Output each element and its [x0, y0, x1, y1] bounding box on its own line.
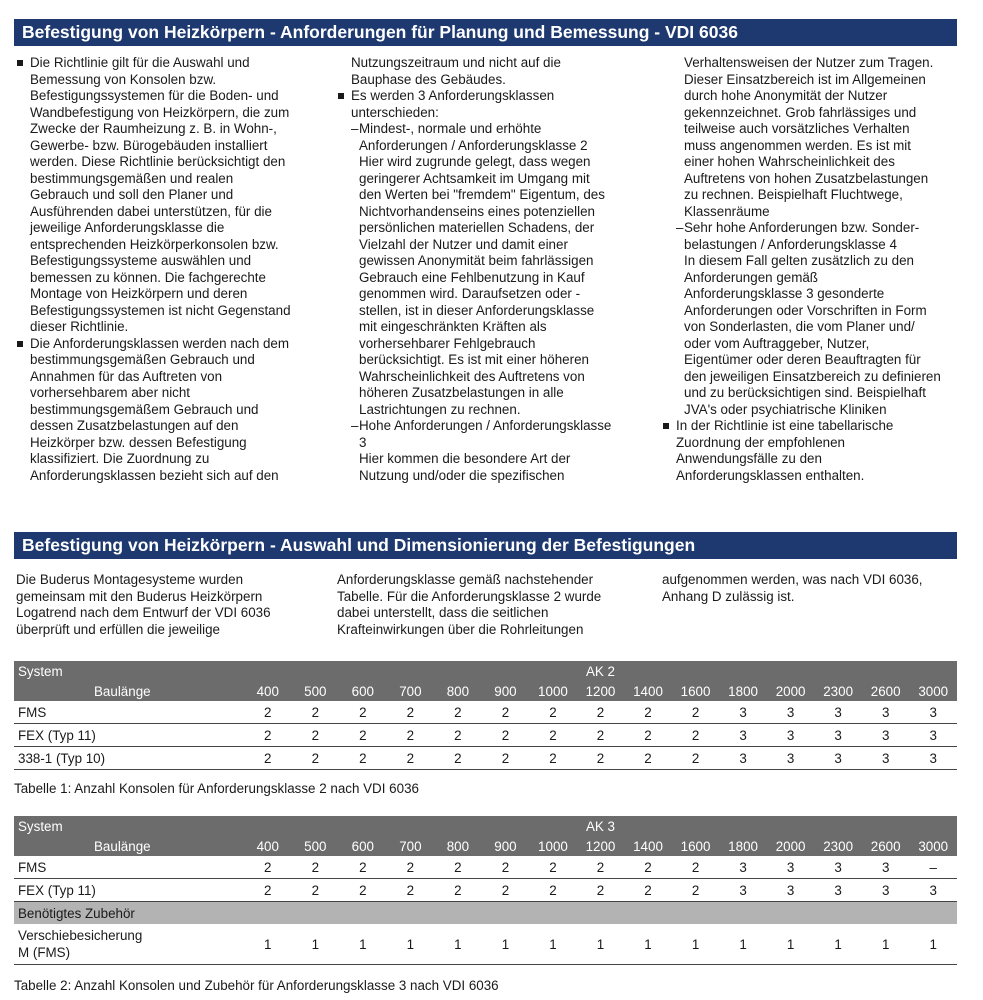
text-line: von Sonderlasten, die vom Planer und/	[684, 319, 915, 334]
header-spacer	[719, 661, 767, 681]
intro-column-2	[337, 572, 652, 638]
length-cell: 2600	[862, 681, 910, 701]
count-cell: 1	[434, 924, 482, 965]
count-cell: 2	[434, 879, 482, 902]
count-cell: 2	[624, 879, 672, 902]
length-cell: 800	[434, 836, 482, 856]
count-cell: 2	[339, 724, 387, 747]
text-line: Hier kommen die besondere Art der	[359, 451, 571, 466]
text-line: persönlichen materiellen Schadens, der	[359, 220, 595, 235]
text-line: aufgenommen werden, was nach VDI 6036,	[662, 572, 923, 587]
text-line: Anforderungsklassen enthalten.	[676, 467, 865, 483]
count-cell: 2	[434, 701, 482, 724]
text-line: durch hohe Anonymität der Nutzer	[684, 88, 888, 103]
system-name: FEX (Typ 11)	[14, 879, 244, 902]
text-line: Dieser Einsatzbereich ist im Allgemeinen	[684, 71, 926, 87]
count-cell: 3	[767, 879, 815, 902]
text-line: zu rechnen. Beispielhaft Fluchtwege,	[684, 187, 903, 202]
header-row-lengths	[14, 836, 957, 856]
bullet-table-assignment	[662, 418, 967, 484]
bullet-three-classes	[337, 88, 647, 121]
count-cell: 1	[292, 924, 340, 965]
count-cell: 2	[339, 856, 387, 879]
text-line: überprüft und erfüllen die jeweilige	[16, 621, 220, 637]
text-line: stellen, ist in dieser Anforderungsklasse	[359, 302, 595, 318]
text-line: Die Richtlinie gilt für die Auswahl und	[30, 55, 250, 70]
table1-caption: Tabelle 1: Anzahl Konsolen für Anforderungsklasse 2 nach VDI 6036	[14, 781, 419, 796]
length-cell: 2000	[767, 836, 815, 856]
system-name: FEX (Typ 11)	[14, 724, 244, 747]
count-cell: 3	[719, 856, 767, 879]
count-cell: 2	[244, 747, 292, 770]
count-cell: 1	[577, 924, 625, 965]
count-cell: 3	[909, 701, 957, 724]
text-line: muss angenommen werden. Es ist mit	[684, 137, 911, 153]
bullet-scope	[16, 55, 316, 336]
text-line: Krafteinwirkungen über die Rohrleitungen	[337, 621, 584, 637]
header-row-system	[14, 816, 957, 836]
count-cell: 2	[672, 701, 720, 724]
text-line: M (FMS)	[18, 945, 71, 960]
text-line: berücksichtigt. Es ist mit einer höheren	[359, 352, 589, 367]
count-cell: 2	[482, 701, 530, 724]
count-cell: 3	[862, 747, 910, 770]
length-cell: 700	[387, 836, 435, 856]
count-cell: 2	[339, 747, 387, 770]
text-line: Anforderungen / Anforderungsklasse 2	[359, 137, 588, 153]
class-header: AK 3	[577, 816, 625, 836]
count-cell: 2	[292, 856, 340, 879]
table-ak3	[14, 816, 957, 965]
text-line: Anhang D zulässig ist.	[662, 588, 795, 604]
count-cell: 2	[529, 701, 577, 724]
count-cell: 2	[624, 724, 672, 747]
text-line: genommen wird. Daraufsetzen oder -	[359, 286, 581, 301]
class-header: AK 2	[577, 661, 625, 681]
count-cell: 2	[672, 879, 720, 902]
header-spacer	[624, 816, 672, 836]
header-spacer	[672, 816, 720, 836]
count-cell: 2	[577, 856, 625, 879]
accessory-header: Benötigtes Zubehör	[14, 902, 957, 925]
text-line: Gebrauch eine Fehlbenutzung in Kauf	[359, 269, 585, 285]
count-cell: 3	[719, 724, 767, 747]
length-cell: 2300	[814, 681, 862, 701]
text-line: Vielzahl der Nutzer und damit einer	[359, 236, 568, 252]
count-cell: 2	[529, 724, 577, 747]
accessory-row	[14, 924, 957, 965]
header-spacer	[434, 816, 482, 836]
table-row	[14, 856, 957, 879]
text-line: Bauphase des Gebäudes.	[351, 71, 506, 87]
text-line: Befestigungssystemen ist nicht Gegenstand	[30, 302, 291, 318]
text-line: Logatrend nach dem Entwurf der VDI 6036	[16, 605, 271, 620]
header-spacer	[814, 661, 862, 681]
text-line: Eigentümer oder deren Beauftragten für	[684, 352, 921, 367]
count-cell: 2	[244, 701, 292, 724]
text-line: Sehr hohe Anforderungen bzw. Sonder-	[684, 220, 920, 235]
text-line: In diesem Fall gelten zusätzlich zu den	[684, 253, 914, 268]
length-header: Baulänge	[14, 681, 244, 701]
text-line: unterschieden:	[351, 104, 439, 120]
count-cell: 2	[434, 747, 482, 770]
text-line: Lastrichtungen zu rechnen.	[359, 401, 521, 417]
count-cell: 3	[909, 747, 957, 770]
count-cell: 2	[387, 747, 435, 770]
text-line: Befestigungssystemen für die Boden- und	[30, 88, 279, 103]
header-spacer	[292, 661, 340, 681]
count-cell: 3	[862, 724, 910, 747]
text-column-3	[662, 55, 967, 484]
text-line: Gebrauch und soll den Planer und	[30, 187, 234, 202]
header-spacer	[529, 816, 577, 836]
header-spacer	[672, 661, 720, 681]
header-spacer	[719, 816, 767, 836]
count-cell: 1	[387, 924, 435, 965]
length-cell: 700	[387, 681, 435, 701]
dash-mark: –	[351, 418, 359, 433]
text-line: bemessen zu können. Die fachgerechte	[30, 269, 266, 285]
text-line: Befestigungssysteme auswählen und	[30, 253, 252, 268]
text-line: Mindest-, normale und erhöhte	[359, 121, 542, 136]
length-cell: 400	[244, 681, 292, 701]
text-line: Ausführenden dabei unterstützen, für die	[30, 203, 272, 219]
count-cell: 3	[862, 856, 910, 879]
text-line: werden. Diese Richtlinie berücksichtigt den	[30, 154, 286, 169]
length-cell: 1000	[529, 681, 577, 701]
count-cell: 2	[292, 879, 340, 902]
length-cell: 2600	[862, 836, 910, 856]
table-row	[14, 724, 957, 747]
length-cell: 400	[244, 836, 292, 856]
length-cell: 1200	[577, 681, 625, 701]
header-spacer	[862, 661, 910, 681]
header-row-lengths	[14, 681, 957, 701]
count-cell: 2	[292, 701, 340, 724]
text-line: entsprechenden Heizkörperkonsolen bzw.	[30, 236, 279, 252]
count-cell: 3	[719, 879, 767, 902]
text-line: bestimmungsgemäßem Gebrauch und	[30, 401, 259, 417]
length-header: Baulänge	[14, 836, 244, 856]
system-name: FMS	[14, 701, 244, 724]
text-line: teilweise auch vorsätzliches Verhalten	[684, 121, 910, 136]
accessory-name	[14, 924, 244, 965]
header-spacer	[244, 661, 292, 681]
count-cell: 1	[672, 924, 720, 965]
count-cell: 3	[862, 701, 910, 724]
table-row	[14, 701, 957, 724]
text-line: Hohe Anforderungen / Anforderungsklasse	[359, 418, 612, 433]
count-cell: 1	[909, 924, 957, 965]
header-spacer	[244, 816, 292, 836]
text-line: Annahmen für das Auftreten von	[30, 368, 223, 384]
header-spacer	[529, 661, 577, 681]
system-name: FMS	[14, 856, 244, 879]
count-cell: 2	[387, 879, 435, 902]
header-spacer	[482, 661, 530, 681]
text-line: Anforderungen gemäß	[684, 269, 818, 285]
text-line: den Werten bei "fremdem" Eigentum, des	[359, 187, 605, 202]
length-cell: 1000	[529, 836, 577, 856]
text-line: gemeinsam mit den Buderus Heizkörpern	[16, 588, 263, 604]
text-line: klassifiziert. Die Zuordnung zu	[30, 451, 210, 466]
text-line: bestimmungsgemäßen und realen	[30, 170, 234, 186]
dash-class-4	[662, 220, 967, 418]
count-cell: 3	[909, 724, 957, 747]
count-cell: 2	[577, 747, 625, 770]
count-cell: 2	[577, 879, 625, 902]
dash-class-3	[337, 418, 647, 484]
text-line: Nichtvorhandenseins eines potenziellen	[359, 203, 595, 219]
count-cell: 2	[529, 747, 577, 770]
length-cell: 3000	[909, 836, 957, 856]
system-name: 338-1 (Typ 10)	[14, 747, 244, 770]
text-line: Anforderungsklasse 3 gesonderte	[684, 286, 885, 301]
continued-text-3	[662, 55, 967, 220]
count-cell: 1	[862, 924, 910, 965]
count-cell: 2	[482, 724, 530, 747]
text-line: den jeweiligen Einsatzbereich zu definieren	[684, 368, 941, 384]
text-line: Es werden 3 Anforderungsklassen	[351, 88, 555, 103]
text-line: JVA's oder psychiatrische Kliniken	[684, 401, 887, 417]
count-cell: 2	[624, 856, 672, 879]
text-line: höheren Zusatzbelastungen in alle	[359, 385, 564, 400]
count-cell: 3	[909, 879, 957, 902]
text-line: Gewerbe- bzw. Bürogebäuden installiert	[30, 137, 268, 153]
length-cell: 1800	[719, 836, 767, 856]
text-column-2	[337, 55, 647, 484]
header-spacer	[434, 661, 482, 681]
length-cell: 1800	[719, 681, 767, 701]
count-cell: 2	[482, 856, 530, 879]
count-cell: 2	[244, 856, 292, 879]
count-cell: 1	[339, 924, 387, 965]
dash-class-2	[337, 121, 647, 418]
text-line: Nutzung und/oder die spezifischen	[359, 467, 565, 483]
count-cell: 3	[719, 747, 767, 770]
text-line: Anwendungsfälle zu den	[676, 451, 822, 466]
count-cell: 2	[387, 701, 435, 724]
count-cell: 2	[482, 879, 530, 902]
text-line: gewissen Anonymität beim fahrlässigen	[359, 253, 594, 268]
count-cell: 2	[672, 724, 720, 747]
system-header: System	[14, 816, 244, 836]
header-spacer	[339, 661, 387, 681]
length-cell: 2000	[767, 681, 815, 701]
text-line: mit eingeschränkten Kräften als	[359, 319, 547, 334]
text-line: jeweilige Anforderungsklasse die	[30, 220, 225, 235]
text-line: dabei unterstellt, dass die seitlichen	[337, 605, 549, 620]
count-cell: 2	[292, 724, 340, 747]
count-cell: 2	[577, 701, 625, 724]
text-line: Verschiebesicherung	[18, 928, 143, 943]
header-spacer	[909, 816, 957, 836]
text-line: belastungen / Anforderungsklasse 4	[684, 236, 897, 252]
count-cell: 2	[529, 856, 577, 879]
text-line: 3	[359, 434, 367, 450]
text-line: dessen Zusatzbelastungen auf den	[30, 418, 239, 433]
text-line: oder vom Auftraggeber, Nutzer,	[684, 335, 870, 351]
count-cell: 3	[719, 701, 767, 724]
table2-caption: Tabelle 2: Anzahl Konsolen und Zubehör für Anforderungsklasse 3 nach VDI 6036	[14, 978, 499, 993]
dash-mark: –	[676, 220, 684, 235]
count-cell: 2	[387, 724, 435, 747]
count-cell: 2	[624, 747, 672, 770]
count-cell: 1	[244, 924, 292, 965]
text-line: vorhersehbarem aber nicht	[30, 385, 191, 400]
count-cell: 1	[719, 924, 767, 965]
continued-text	[337, 55, 647, 88]
header-spacer	[767, 661, 815, 681]
count-cell: 2	[482, 747, 530, 770]
text-line: Anforderungsklassen bezieht sich auf den	[30, 467, 279, 483]
text-line: gekennzeichnet. Grob fahrlässiges und	[684, 104, 917, 120]
text-line: Zwecke der Raumheizung z. B. in Wohn-,	[30, 121, 277, 136]
length-cell: 2300	[814, 836, 862, 856]
header-spacer	[482, 816, 530, 836]
text-line: Anforderungen oder Vorschriften in Form	[684, 302, 927, 318]
header-spacer	[767, 816, 815, 836]
length-cell: 900	[482, 681, 530, 701]
length-cell: 3000	[909, 681, 957, 701]
count-cell: 2	[672, 856, 720, 879]
count-cell: 1	[814, 924, 862, 965]
text-line: Wahrscheinlichkeit des Auftretens von	[359, 368, 585, 384]
count-cell: 3	[767, 856, 815, 879]
count-cell: 1	[482, 924, 530, 965]
header-spacer	[862, 816, 910, 836]
header-spacer	[292, 816, 340, 836]
text-line: Anforderungsklasse gemäß nachstehender	[337, 572, 594, 587]
text-line: Klassenräume	[684, 203, 770, 219]
text-line: Hier wird zugrunde gelegt, dass wegen	[359, 154, 591, 169]
count-cell: 3	[814, 747, 862, 770]
count-cell: 1	[624, 924, 672, 965]
length-cell: 1600	[672, 681, 720, 701]
bullet-classes	[16, 336, 316, 485]
length-cell: 1200	[577, 836, 625, 856]
count-cell: 2	[624, 701, 672, 724]
count-cell: 3	[767, 701, 815, 724]
text-line: Die Buderus Montagesysteme wurden	[16, 572, 244, 587]
count-cell: 3	[814, 701, 862, 724]
intro-column-3	[662, 572, 962, 605]
length-cell: 600	[339, 836, 387, 856]
text-column-1	[16, 55, 316, 484]
text-line: Auftretens von hohen Zusatzbelastungen	[684, 170, 929, 186]
accessory-header-row	[14, 902, 957, 925]
count-cell: 3	[767, 747, 815, 770]
text-line: Nutzungszeitraum und nicht auf die	[351, 55, 561, 70]
text-line: Montage von Heizkörpern und deren	[30, 286, 248, 301]
count-cell: 2	[434, 724, 482, 747]
count-cell: –	[909, 856, 957, 879]
table-row	[14, 879, 957, 902]
text-line: Bemessung von Konsolen bzw.	[30, 71, 217, 87]
length-cell: 1600	[672, 836, 720, 856]
text-line: und zu berücksichtigen sind. Beispielhaft	[684, 385, 926, 400]
count-cell: 3	[767, 724, 815, 747]
count-cell: 2	[387, 856, 435, 879]
text-line: Zuordnung der empfohlenen	[676, 434, 845, 450]
count-cell: 1	[529, 924, 577, 965]
dash-mark: –	[351, 121, 359, 136]
count-cell: 2	[244, 879, 292, 902]
length-cell: 900	[482, 836, 530, 856]
section-header-auswahl: Befestigung von Heizkörpern - Auswahl und Dimensionierung der Befestigungen	[14, 532, 957, 559]
count-cell: 2	[244, 724, 292, 747]
section-header-planung: Befestigung von Heizkörpern - Anforderungen für Planung und Bemessung - VDI 6036	[14, 19, 957, 46]
length-cell: 500	[292, 681, 340, 701]
text-line: vorhersehbarer Fehlgebrauch	[359, 335, 536, 351]
count-cell: 2	[339, 701, 387, 724]
text-line: In der Richtlinie ist eine tabellarische	[676, 418, 894, 433]
system-header: System	[14, 661, 244, 681]
text-line: Verhaltensweisen der Nutzer zum Tragen.	[684, 55, 934, 70]
length-cell: 1400	[624, 836, 672, 856]
header-spacer	[909, 661, 957, 681]
count-cell: 2	[529, 879, 577, 902]
table-ak2	[14, 661, 957, 770]
count-cell: 2	[672, 747, 720, 770]
length-cell: 600	[339, 681, 387, 701]
count-cell: 2	[292, 747, 340, 770]
header-spacer	[814, 816, 862, 836]
text-line: geringerer Achtsamkeit im Umgang mit	[359, 170, 590, 186]
text-line: Wandbefestigung von Heizkörpern, die zum	[30, 104, 290, 120]
text-line: bestimmungsgemäßen Gebrauch und	[30, 352, 255, 367]
header-spacer	[339, 816, 387, 836]
length-cell: 800	[434, 681, 482, 701]
count-cell: 2	[339, 879, 387, 902]
count-cell: 1	[767, 924, 815, 965]
text-line: einer hohen Wahrscheinlichkeit des	[684, 154, 895, 169]
count-cell: 3	[862, 879, 910, 902]
intro-column-1	[16, 572, 326, 638]
count-cell: 3	[814, 724, 862, 747]
count-cell: 2	[434, 856, 482, 879]
header-row-system	[14, 661, 957, 681]
header-spacer	[624, 661, 672, 681]
text-line: Tabelle. Für die Anforderungsklasse 2 wurde	[337, 588, 602, 604]
text-line: Die Anforderungsklassen werden nach dem	[30, 335, 290, 351]
header-spacer	[387, 816, 435, 836]
count-cell: 3	[814, 856, 862, 879]
count-cell: 2	[577, 724, 625, 747]
text-line: dieser Richtlinie.	[30, 319, 129, 334]
table-row	[14, 747, 957, 770]
header-spacer	[387, 661, 435, 681]
length-cell: 1400	[624, 681, 672, 701]
count-cell: 3	[814, 879, 862, 902]
text-line: Heizkörper bzw. dessen Befestigung	[30, 434, 247, 450]
length-cell: 500	[292, 836, 340, 856]
